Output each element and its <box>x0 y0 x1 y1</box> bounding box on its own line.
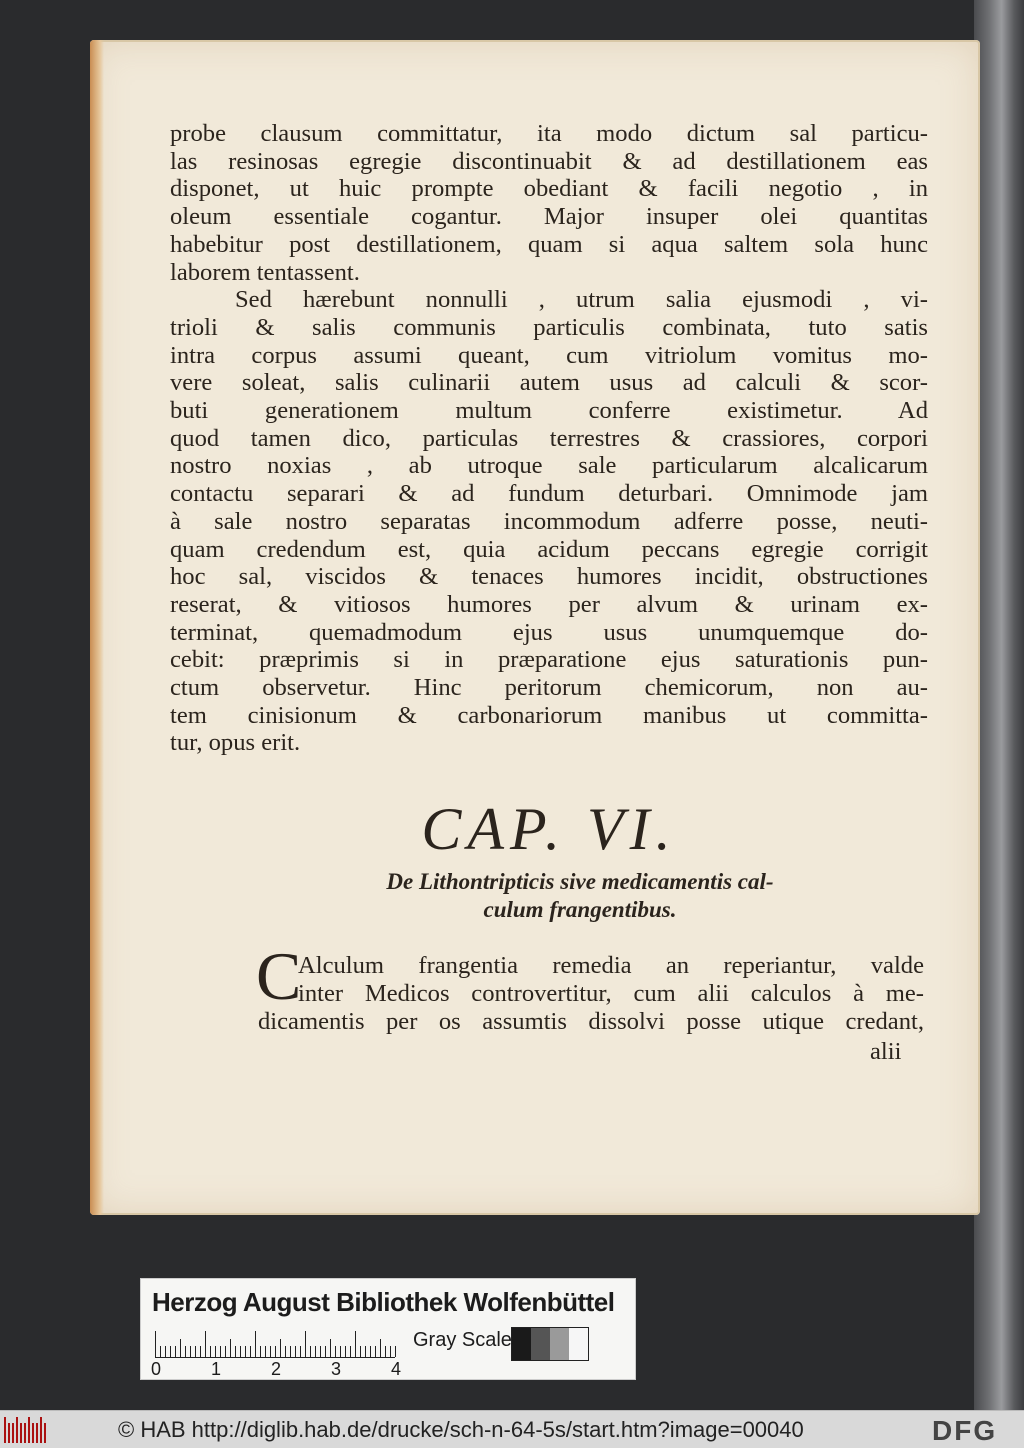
ruler-number: 3 <box>331 1359 342 1379</box>
text-line: nostro noxias , ab utroque sale particularum alcalicarum <box>170 452 928 480</box>
text-line: cebit: præprimis si in præparatione ejus saturationis pun- <box>170 646 928 674</box>
ruler-tick <box>210 1346 211 1357</box>
ruler-tick <box>385 1346 386 1357</box>
ruler-tick <box>365 1346 366 1357</box>
gray-swatch <box>531 1328 550 1360</box>
ruler-tick <box>230 1339 231 1357</box>
text-line: trioli & salis communis particulis combinata, tuto satis <box>170 313 928 341</box>
scale-card <box>140 1278 636 1380</box>
ruler-tick <box>200 1346 201 1357</box>
text-line: ctum observetur. Hinc peritorum chemicorum, non au- <box>170 674 928 702</box>
text-line: Sed hærebunt nonnulli , utrum salia ejusmodi , vi- <box>235 286 928 314</box>
ruler-tick <box>170 1346 171 1357</box>
ruler <box>155 1331 395 1358</box>
text-line: quam credendum est, quia acidum peccans egregie corrigit <box>170 535 928 563</box>
paragraph-1 <box>170 120 928 286</box>
ruler-tick <box>165 1346 166 1357</box>
ruler-tick <box>195 1346 196 1357</box>
ruler-tick <box>160 1346 161 1357</box>
gray-swatch <box>550 1328 569 1360</box>
copyright-url[interactable]: © HAB http://diglib.hab.de/drucke/sch-n-64-5s/start.htm?image=00040 <box>118 1417 804 1442</box>
ruler-tick <box>260 1346 261 1357</box>
gray-scale-label: Gray Scale <box>413 1329 512 1351</box>
page-text <box>170 120 928 757</box>
text-line: vere soleat, salis culinarii autem usus ad calculi & scor- <box>170 369 928 397</box>
ruler-number: 4 <box>391 1359 402 1379</box>
footer-bar <box>0 1410 1024 1448</box>
ruler-tick <box>300 1346 301 1357</box>
text-line: hoc sal, viscidos & tenaces humores incidit, obstructiones <box>170 563 928 591</box>
text-line: laborem tentassent. <box>170 258 360 286</box>
gray-scale-swatches <box>511 1327 589 1361</box>
text-line: tur, opus erit. <box>170 729 301 757</box>
ruler-tick <box>390 1346 391 1357</box>
ruler-tick <box>325 1346 326 1357</box>
dfg-logo: DFG <box>932 1415 998 1446</box>
text-line: Alculum frangentia remedia an reperiantur, valde <box>298 952 924 979</box>
ruler-tick <box>265 1346 266 1357</box>
ruler-tick <box>205 1331 206 1357</box>
text-line: disponet, ut huic prompte obediant & facili negotio , in <box>170 175 928 203</box>
text-line: quod tamen dico, particulas terrestres & crassiores, corpori <box>170 424 928 452</box>
ruler-tick <box>370 1346 371 1357</box>
ruler-tick <box>335 1346 336 1357</box>
ruler-tick <box>245 1346 246 1357</box>
text-line: intra corpus assumi queant, cum vitriolum vomitus mo- <box>170 341 928 369</box>
ruler-tick <box>215 1346 216 1357</box>
ruler-tick <box>305 1331 306 1357</box>
ruler-tick <box>190 1346 191 1357</box>
ruler-tick <box>255 1331 256 1357</box>
ruler-tick <box>280 1339 281 1357</box>
ruler-tick <box>340 1346 341 1357</box>
text-line: buti generationem multum conferre existimetur. Ad <box>170 397 928 425</box>
ruler-tick <box>250 1346 251 1357</box>
text-line: probe clausum committatur, ita modo dictum sal particu- <box>170 120 928 147</box>
ruler-tick <box>155 1331 156 1357</box>
ruler-number: 0 <box>151 1359 162 1379</box>
ruler-tick <box>315 1346 316 1357</box>
ruler-tick <box>320 1346 321 1357</box>
text-line: inter Medicos controvertitur, cum alii calculos à me- <box>298 980 924 1007</box>
ruler-tick <box>220 1346 221 1357</box>
ruler-tick <box>295 1346 296 1357</box>
ruler-tick <box>345 1346 346 1357</box>
ruler-tick <box>180 1339 181 1357</box>
ruler-tick <box>235 1346 236 1357</box>
ruler-tick <box>395 1346 396 1357</box>
text-line: terminat, quemadmodum ejus usus unumquemque do- <box>170 618 928 646</box>
catchword: alii <box>870 1038 902 1065</box>
text-line: habebitur post destillationem, quam si aqua saltem sola hunc <box>170 230 928 258</box>
ruler-tick <box>240 1346 241 1357</box>
ruler-tick <box>375 1346 376 1357</box>
library-name: Herzog August Bibliothek Wolfenbüttel <box>152 1287 615 1317</box>
chapter-subtitle-line-2: culum frangentibus. <box>483 897 677 922</box>
ruler-tick <box>380 1339 381 1357</box>
ruler-tick <box>175 1346 176 1357</box>
book-binding-edge <box>974 0 1024 1410</box>
ruler-tick <box>185 1346 186 1357</box>
text-line: contactu separari & ad fundum deturbari. Omnimode jam <box>170 480 928 508</box>
ruler-tick <box>285 1346 286 1357</box>
text-line: à sale nostro separatas incommodum adferre posse, neuti- <box>170 507 928 535</box>
ruler-number: 1 <box>211 1359 222 1379</box>
paragraph-2 <box>170 286 928 757</box>
text-line: oleum essentiale cogantur. Major insuper olei quantitas <box>170 203 928 231</box>
ruler-tick <box>360 1346 361 1357</box>
text-line: dicamentis per os assumtis dissolvi posse utique credant, <box>258 1008 924 1035</box>
ruler-tick <box>355 1331 356 1357</box>
text-line: las resinosas egregie discontinuabit & ad destillationem eas <box>170 147 928 175</box>
chapter-subtitle-line-1: De Lithontripticis sive medicamentis cal- <box>386 869 774 894</box>
ruler-tick <box>225 1346 226 1357</box>
chapter-heading: CAP. VI. <box>421 796 677 862</box>
ruler-tick <box>270 1346 271 1357</box>
gray-swatch <box>512 1328 531 1360</box>
ruler-tick <box>350 1346 351 1357</box>
ruler-number: 2 <box>271 1359 282 1379</box>
text-line: tem cinisionum & carbonariorum manibus ut committa- <box>170 701 928 729</box>
ruler-tick <box>310 1346 311 1357</box>
chapter-subtitle <box>330 868 830 924</box>
hab-logo-icon <box>4 1417 48 1443</box>
text-line: reserat, & vitiosos humores per alvum & urinam ex- <box>170 590 928 618</box>
ruler-tick <box>290 1346 291 1357</box>
paragraph-3 <box>258 952 924 1036</box>
ruler-tick <box>275 1346 276 1357</box>
gray-swatch <box>569 1328 588 1360</box>
drop-cap: C <box>256 938 302 1014</box>
ruler-tick <box>330 1339 331 1357</box>
